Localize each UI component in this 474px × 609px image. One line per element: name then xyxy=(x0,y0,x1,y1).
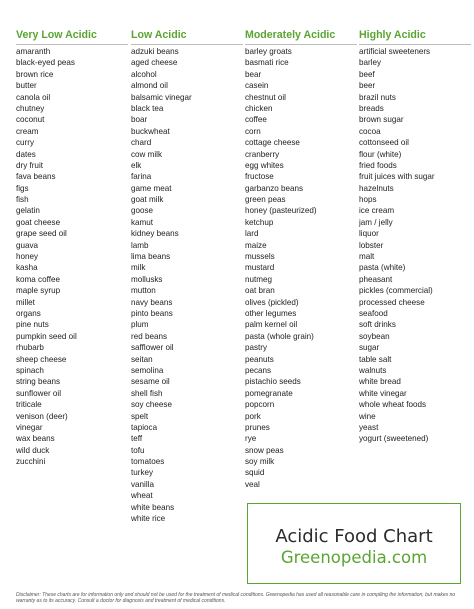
food-item: vanilla xyxy=(131,479,154,489)
food-item: jam / jelly xyxy=(359,217,393,227)
food-item: navy beans xyxy=(131,297,173,307)
food-list xyxy=(245,46,357,490)
food-item: alcohol xyxy=(131,69,157,79)
food-item: wheat xyxy=(131,491,153,501)
food-item: barley groats xyxy=(245,47,292,56)
chart-title: Acidic Food Chart xyxy=(275,526,433,547)
food-item: kamut xyxy=(131,217,154,227)
food-item: milk xyxy=(131,263,146,273)
food-item: maple syrup xyxy=(16,286,61,296)
food-item: table salt xyxy=(359,354,392,364)
food-item: corn xyxy=(245,126,261,136)
chart-title-box xyxy=(247,503,461,584)
food-item: kasha xyxy=(16,263,38,273)
food-item: zucchini xyxy=(16,457,46,467)
food-item: fruit juices with sugar xyxy=(359,172,435,182)
food-item: pumpkin seed oil xyxy=(16,331,77,341)
food-item: goat cheese xyxy=(16,217,61,227)
food-item: mustard xyxy=(245,263,275,273)
food-item: fructose xyxy=(245,172,274,182)
food-item: sugar xyxy=(359,343,380,353)
food-item: sesame oil xyxy=(131,377,170,387)
food-item: tofu xyxy=(131,445,145,455)
food-item: wild duck xyxy=(16,445,50,455)
food-item: millet xyxy=(16,297,35,307)
food-item: lamb xyxy=(131,240,149,250)
food-item: amaranth xyxy=(16,47,51,56)
food-item: malt xyxy=(359,252,375,262)
food-item: beef xyxy=(359,69,375,79)
food-item: seafood xyxy=(359,308,388,318)
food-item: venison (deer) xyxy=(16,411,68,421)
food-item: elk xyxy=(131,160,142,170)
food-item: fish xyxy=(16,195,29,205)
food-item: honey (pasteurized) xyxy=(245,206,317,216)
food-item: honey xyxy=(16,252,39,262)
food-item: processed cheese xyxy=(359,297,425,307)
food-item: tapioca xyxy=(131,422,158,432)
food-item: soy milk xyxy=(245,457,275,467)
column-header: Very Low Acidic xyxy=(16,28,128,45)
food-item: rye xyxy=(245,434,257,444)
food-item: aged cheese xyxy=(131,58,178,68)
food-item: hops xyxy=(359,195,377,205)
food-item: artificial sweeteners xyxy=(359,47,431,56)
food-item: semolina xyxy=(131,365,164,375)
food-item: chicken xyxy=(245,103,273,113)
food-item: coconut xyxy=(16,115,45,125)
food-item: organs xyxy=(16,308,41,318)
food-item: sheep cheese xyxy=(16,354,67,364)
food-item: whole wheat foods xyxy=(359,400,427,410)
food-item: cottage cheese xyxy=(245,138,300,148)
food-item: pickles (commercial) xyxy=(359,286,433,296)
food-item: grape seed oil xyxy=(16,229,67,239)
food-item: gelatin xyxy=(16,206,40,216)
food-item: cottonseed oil xyxy=(359,138,409,148)
food-item: pistachio seeds xyxy=(245,377,301,387)
food-item: prunes xyxy=(245,422,270,432)
food-item: white vinegar xyxy=(359,388,407,398)
food-item: walnuts xyxy=(359,365,387,375)
food-item: lima beans xyxy=(131,252,171,262)
food-item: garbanzo beans xyxy=(245,183,304,193)
food-item: white rice xyxy=(131,514,166,524)
food-item: boar xyxy=(131,115,148,125)
food-item: pork xyxy=(245,411,261,421)
food-item: peanuts xyxy=(245,354,274,364)
column-header: Highly Acidic xyxy=(359,28,471,45)
food-item: soft drinks xyxy=(359,320,396,330)
food-item: kidney beans xyxy=(131,229,179,239)
food-item: pheasant xyxy=(359,274,393,284)
food-item: koma coffee xyxy=(16,274,60,284)
food-item: mutton xyxy=(131,286,156,296)
food-item: game meat xyxy=(131,183,172,193)
food-item: ice cream xyxy=(359,206,395,216)
food-item: flour (white) xyxy=(359,149,402,159)
food-item: yeast xyxy=(359,422,379,432)
food-item: turkey xyxy=(131,468,154,478)
food-item: farina xyxy=(131,172,152,182)
food-item: beer xyxy=(359,81,376,91)
food-item: goose xyxy=(131,206,154,216)
food-item: adzuki beans xyxy=(131,47,179,56)
food-item: wax beans xyxy=(16,434,55,444)
food-item: soybean xyxy=(359,331,390,341)
food-item: bear xyxy=(245,69,262,79)
food-item: buckwheat xyxy=(131,126,170,136)
food-item: butter xyxy=(16,81,37,91)
food-item: shell fish xyxy=(131,388,163,398)
food-item: pine nuts xyxy=(16,320,49,330)
food-item: black tea xyxy=(131,103,164,113)
food-item: mollusks xyxy=(131,274,163,284)
food-item: pasta (white) xyxy=(359,263,406,273)
food-item: brown rice xyxy=(16,69,54,79)
food-item: snow peas xyxy=(245,445,284,455)
food-item: casein xyxy=(245,81,269,91)
food-item: black-eyed peas xyxy=(16,58,75,68)
food-item: tomatoes xyxy=(131,457,165,467)
site-name: Greenopedia.com xyxy=(280,548,428,567)
food-item: sunflower oil xyxy=(16,388,61,398)
food-item: balsamic vinegar xyxy=(131,92,192,102)
food-item: goat milk xyxy=(131,195,164,205)
food-item: curry xyxy=(16,138,34,148)
food-item: oat bran xyxy=(245,286,275,296)
food-item: string beans xyxy=(16,377,61,387)
food-item: dry fruit xyxy=(16,160,43,170)
food-item: veal xyxy=(245,479,260,489)
food-item: white beans xyxy=(131,502,175,512)
food-item: rhubarb xyxy=(16,343,44,353)
food-item: safflower oil xyxy=(131,343,174,353)
food-list xyxy=(359,46,471,445)
food-item: fried foods xyxy=(359,160,397,170)
food-item: canola oil xyxy=(16,92,51,102)
food-item: guava xyxy=(16,240,39,250)
food-item: almond oil xyxy=(131,81,168,91)
food-item: lard xyxy=(245,229,259,239)
column-header: Moderately Acidic xyxy=(245,28,357,45)
food-item: lobster xyxy=(359,240,384,250)
food-item: dates xyxy=(16,149,36,159)
food-item: fava beans xyxy=(16,172,56,182)
food-item: pasta (whole grain) xyxy=(245,331,314,341)
food-list xyxy=(16,46,128,467)
column-very-low-acidic xyxy=(16,28,128,467)
food-item: popcorn xyxy=(245,400,275,410)
food-item: pinto beans xyxy=(131,308,173,318)
food-item: pastry xyxy=(245,343,268,353)
food-item: nutmeg xyxy=(245,274,272,284)
food-item: egg whites xyxy=(245,160,284,170)
food-item: mussels xyxy=(245,252,275,262)
food-item: olives (pickled) xyxy=(245,297,299,307)
food-item: spinach xyxy=(16,365,44,375)
food-item: pecans xyxy=(245,365,272,375)
food-item: seitan xyxy=(131,354,153,364)
food-item: barley xyxy=(359,58,382,68)
food-item: vinegar xyxy=(16,422,43,432)
column-low-acidic xyxy=(131,28,243,524)
food-item: chard xyxy=(131,138,152,148)
food-item: cranberry xyxy=(245,149,280,159)
food-item: soy cheese xyxy=(131,400,172,410)
food-item: cream xyxy=(16,126,39,136)
food-item: liquor xyxy=(359,229,379,239)
column-highly-acidic xyxy=(359,28,471,445)
food-item: green peas xyxy=(245,195,286,205)
food-item: brown sugar xyxy=(359,115,404,125)
food-item: plum xyxy=(131,320,149,330)
food-item: brazil nuts xyxy=(359,92,396,102)
food-item: white bread xyxy=(359,377,401,387)
food-item: other legumes xyxy=(245,308,297,318)
food-item: squid xyxy=(245,468,265,478)
food-item: chestnut oil xyxy=(245,92,286,102)
food-item: yogurt (sweetened) xyxy=(359,434,429,444)
food-item: breads xyxy=(359,103,384,113)
food-item: pomegranate xyxy=(245,388,293,398)
food-item: triticale xyxy=(16,400,42,410)
food-item: coffee xyxy=(245,115,267,125)
food-item: wine xyxy=(359,411,376,421)
food-item: ketchup xyxy=(245,217,274,227)
food-item: maize xyxy=(245,240,267,250)
food-item: cow milk xyxy=(131,149,163,159)
food-item: basmati rice xyxy=(245,58,289,68)
food-list xyxy=(131,46,243,524)
food-item: hazelnuts xyxy=(359,183,394,193)
food-item: chutney xyxy=(16,103,45,113)
food-item: spelt xyxy=(131,411,149,421)
column-moderately-acidic xyxy=(245,28,357,490)
food-item: teff xyxy=(131,434,143,444)
food-item: palm kernel oil xyxy=(245,320,298,330)
food-item: red beans xyxy=(131,331,167,341)
food-item: cocoa xyxy=(359,126,381,136)
disclaimer: Disclaimer: These charts are for information only and should not be used for the treatment of medical conditions. Greenopedia has used all reasonable care in compiling the information, but makes no warranty as to its accuracy. Consult a doctor for diagnosis and treatment of medical conditions. xyxy=(16,592,456,604)
food-item: figs xyxy=(16,183,29,193)
column-header: Low Acidic xyxy=(131,28,243,45)
